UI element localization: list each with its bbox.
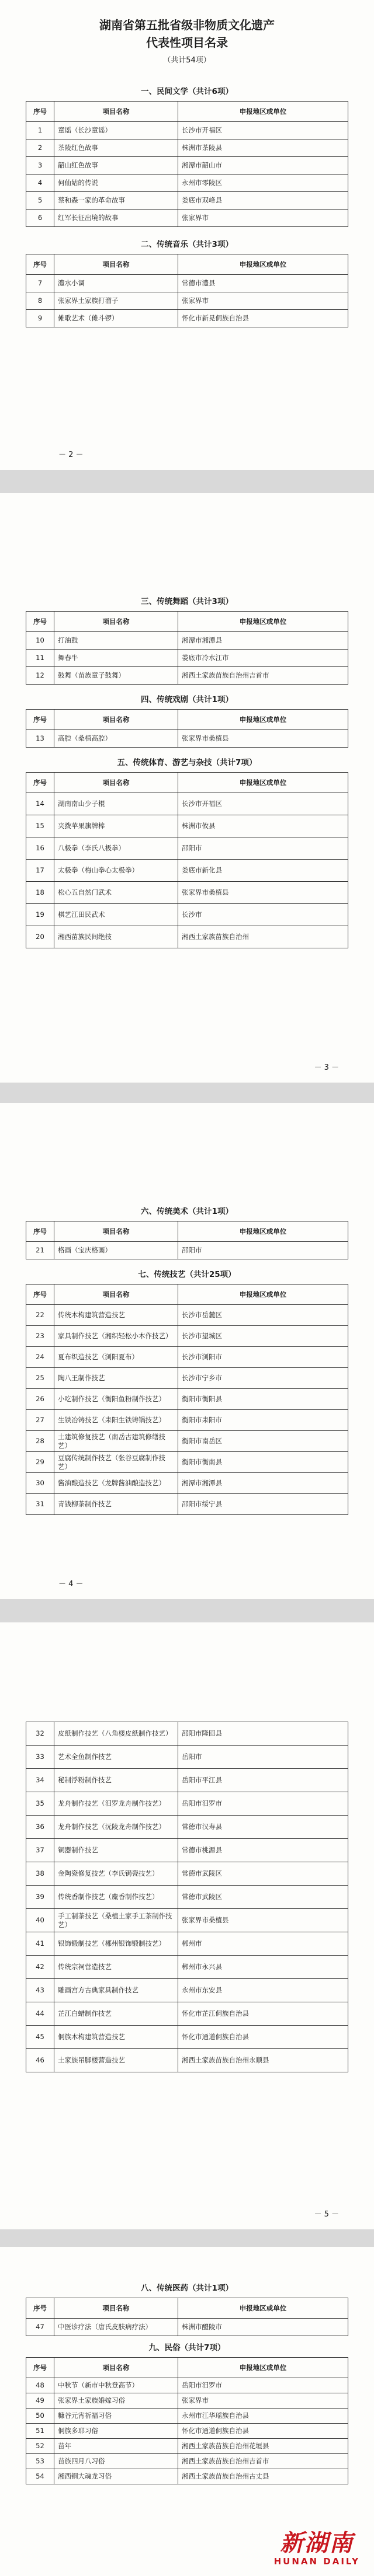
item-name: 高腔（桑植高腔） (54, 730, 178, 748)
table-header-row (26, 2358, 348, 2378)
item-name: 青钱柳茶制作技艺 (54, 1494, 178, 1515)
item-region: 怀化市芷江侗族自治县 (178, 2002, 348, 2026)
item-number: 5 (26, 192, 54, 210)
item-name: 家具制作技艺（湘织轻松小木作技艺） (54, 1326, 178, 1347)
item-region: 长沙市望城区 (178, 1326, 348, 1347)
table-row (26, 2026, 348, 2049)
item-number: 39 (26, 1886, 54, 1909)
item-number: 10 (26, 632, 54, 650)
table-row (26, 2424, 348, 2439)
item-name: 张家界土家族打溜子 (54, 292, 178, 310)
item-name: 童谣（长沙童谣） (54, 122, 178, 139)
item-name: 格画（宝庆格画） (54, 1242, 178, 1259)
table-row (26, 1431, 348, 1452)
table-row (26, 1839, 348, 1862)
header-region: 申报地区或单位 (178, 773, 348, 793)
header-region: 申报地区或单位 (178, 2298, 348, 2319)
item-number: 38 (26, 1862, 54, 1886)
item-number: 45 (26, 2026, 54, 2049)
item-number: 27 (26, 1410, 54, 1431)
item-name: 糠谷元宵祈福习俗 (54, 2409, 178, 2424)
document-title-line2: 代表性项目名录 (146, 36, 228, 50)
category-section (26, 1202, 348, 1259)
item-region: 张家界市桑植县 (178, 730, 348, 748)
item-name: 中秋节（新市中秋登高节） (54, 2378, 178, 2393)
item-name: 手工制茶技艺（桑植土家手工茶制作技艺） (54, 1909, 178, 1932)
item-region: 长沙市宁乡市 (178, 1368, 348, 1389)
item-number: 24 (26, 1347, 54, 1368)
table-row (26, 2378, 348, 2393)
item-region: 湘西土家族苗族自治州吉首市 (178, 667, 348, 685)
item-region: 娄底市双峰县 (178, 192, 348, 210)
item-number: 30 (26, 1473, 54, 1494)
item-name: 八极拳（李氏八极拳） (54, 837, 178, 860)
item-number: 3 (26, 157, 54, 174)
item-region: 株洲市醴陵市 (178, 2319, 348, 2336)
table-row (26, 1389, 348, 1410)
item-number: 43 (26, 1979, 54, 2002)
section-title: 四、传统戏剧（共计1项） (141, 695, 233, 704)
header-no: 序号 (26, 254, 54, 275)
category-section (26, 1265, 348, 1515)
page-number: － 2 － (58, 451, 84, 459)
header-name: 项目名称 (54, 773, 178, 793)
category-section (26, 82, 348, 227)
item-region: 永州市零陵区 (178, 174, 348, 192)
table-header-row (26, 1284, 348, 1305)
item-number: 29 (26, 1452, 54, 1473)
item-region: 长沙市 (178, 904, 348, 926)
table-row (26, 1722, 348, 1746)
item-name: 侗族木构建筑营造技艺 (54, 2026, 178, 2049)
category-section (26, 2279, 348, 2336)
table-row (26, 1368, 348, 1389)
document-page (0, 0, 374, 470)
item-region: 湘潭市湘潭县 (178, 1473, 348, 1494)
section-title: 一、民间文学（共计6项） (141, 87, 233, 96)
hunan-daily-logo (274, 2530, 360, 2567)
section-title: 八、传统医药（共计1项） (141, 2284, 233, 2293)
category-section (26, 690, 348, 748)
table-row (26, 1769, 348, 1792)
item-number: 53 (26, 2454, 54, 2469)
items-table (26, 254, 348, 327)
item-number: 17 (26, 860, 54, 882)
items-table (26, 1221, 348, 1259)
table-row (26, 210, 348, 227)
item-number: 52 (26, 2439, 54, 2454)
item-name: 龙舟制作技艺（汨罗龙舟制作技艺） (54, 1792, 178, 1816)
item-number: 20 (26, 926, 54, 948)
header-name: 项目名称 (54, 710, 178, 730)
table-row (26, 1816, 348, 1839)
header-no: 序号 (26, 102, 54, 122)
item-region: 湘西土家族苗族自治州吉首市 (178, 2454, 348, 2469)
header-name: 项目名称 (54, 2298, 178, 2319)
table-row (26, 139, 348, 157)
logo-subtext: HUNAN DAILY (273, 2556, 360, 2567)
item-region: 常德市武陵区 (178, 1886, 348, 1909)
header-no: 序号 (26, 1284, 54, 1305)
document-title: 湖南省第五批省级非物质文化遗产 (99, 18, 275, 32)
section-title: 九、民俗（共计7项） (148, 2343, 226, 2352)
item-name: 豆腐传统制作技艺（张谷豆腐制作技艺） (54, 1452, 178, 1473)
items-table (26, 1722, 348, 2072)
section-title: 五、传统体育、游艺与杂技（共计7项） (117, 758, 257, 767)
item-number: 6 (26, 210, 54, 227)
table-row (26, 1932, 348, 1956)
header-region: 申报地区或单位 (178, 102, 348, 122)
table-header-row (26, 254, 348, 275)
item-name: 传统木构建筑营造技艺 (54, 1305, 178, 1326)
header-no: 序号 (26, 710, 54, 730)
item-region: 岳阳市汨罗市 (178, 2378, 348, 2393)
table-row (26, 1792, 348, 1816)
item-name: 舞春牛 (54, 650, 178, 667)
item-number: 13 (26, 730, 54, 748)
header-region: 申报地区或单位 (178, 1284, 348, 1305)
item-name: 夏布织造技艺（浏阳夏布） (54, 1347, 178, 1368)
item-region: 永州市江华瑶族自治县 (178, 2409, 348, 2424)
table-row (26, 157, 348, 174)
category-section (26, 235, 348, 327)
item-name: 酱油酿造技艺（龙牌酱油酿造技艺） (54, 1473, 178, 1494)
logo-text: 新湖南 (280, 2529, 354, 2557)
item-region: 湘西土家族苗族自治州永顺县 (178, 2049, 348, 2072)
item-name: 湘西铜大魂龙习俗 (54, 2469, 178, 2484)
header-region: 申报地区或单位 (178, 612, 348, 632)
table-row (26, 1473, 348, 1494)
category-section (26, 1722, 348, 2072)
table-row (26, 174, 348, 192)
item-name: 夹拨苹果旗牌棒 (54, 815, 178, 837)
table-row (26, 310, 348, 327)
item-number: 22 (26, 1305, 54, 1326)
header-name: 项目名称 (54, 102, 178, 122)
item-region: 长沙市浏阳市 (178, 1347, 348, 1368)
item-region: 长沙市岳麓区 (178, 1305, 348, 1326)
item-name: 何仙姑的传说 (54, 174, 178, 192)
item-name: 棋艺江田民武术 (54, 904, 178, 926)
table-header-row (26, 773, 348, 793)
item-name: 铜器制作技艺 (54, 1839, 178, 1862)
table-row (26, 667, 348, 685)
header-name: 项目名称 (54, 1221, 178, 1242)
item-number: 1 (26, 122, 54, 139)
section-title: 七、传统技艺（共计25项） (138, 1270, 236, 1279)
item-name: 土家族吊脚楼营造技艺 (54, 2049, 178, 2072)
item-number: 25 (26, 1368, 54, 1389)
table-row (26, 1326, 348, 1347)
item-number: 31 (26, 1494, 54, 1515)
item-name: 湘西苗族民间绝技 (54, 926, 178, 948)
item-region: 常德市澧县 (178, 275, 348, 292)
table-row (26, 815, 348, 837)
header-region: 申报地区或单位 (178, 254, 348, 275)
item-name: 生铁冶铸技艺（耒阳生铁铸锅技艺） (54, 1410, 178, 1431)
table-row (26, 1909, 348, 1932)
table-row (26, 1746, 348, 1769)
item-number: 18 (26, 882, 54, 904)
item-region: 衡阳市衡南县 (178, 1452, 348, 1473)
table-row (26, 1242, 348, 1259)
item-region: 湘潭市湘潭县 (178, 632, 348, 650)
item-name: 土建筑修复技艺（南岳古建筑修缮技艺） (54, 1431, 178, 1452)
table-row (26, 837, 348, 860)
items-table (26, 2357, 348, 2484)
item-number: 49 (26, 2393, 54, 2409)
item-region: 邵阳市隆回县 (178, 1722, 348, 1746)
item-number: 16 (26, 837, 54, 860)
item-number: 15 (26, 815, 54, 837)
item-region: 衡阳市衡阳县 (178, 1389, 348, 1410)
table-row (26, 292, 348, 310)
item-name: 茶陵红色故事 (54, 139, 178, 157)
item-name: 湖南南山少子棍 (54, 793, 178, 815)
item-region: 湘西土家族苗族自治州 (178, 926, 348, 948)
document-page (0, 1103, 374, 1599)
item-region: 常德市武陵区 (178, 1862, 348, 1886)
item-name: 艺术全鱼制作技艺 (54, 1746, 178, 1769)
item-number: 2 (26, 139, 54, 157)
table-row (26, 275, 348, 292)
item-number: 33 (26, 1746, 54, 1769)
table-row (26, 926, 348, 948)
item-number: 26 (26, 1389, 54, 1410)
item-name: 韶山红色故事 (54, 157, 178, 174)
item-region: 岳阳市汨罗市 (178, 1792, 348, 1816)
item-number: 36 (26, 1816, 54, 1839)
table-row (26, 1886, 348, 1909)
item-number: 37 (26, 1839, 54, 1862)
item-name: 太极拳（梅山拳心太极拳） (54, 860, 178, 882)
table-row (26, 793, 348, 815)
item-region: 娄底市新化县 (178, 860, 348, 882)
item-number: 34 (26, 1769, 54, 1792)
item-region: 衡阳市南岳区 (178, 1431, 348, 1452)
header-name: 项目名称 (54, 1284, 178, 1305)
page-number: － 4 － (58, 1580, 84, 1589)
category-section (26, 592, 348, 685)
item-region: 株洲市攸县 (178, 815, 348, 837)
item-number: 21 (26, 1242, 54, 1259)
header-region: 申报地区或单位 (178, 710, 348, 730)
table-row (26, 2409, 348, 2424)
section-title: 二、传统音乐（共计3项） (141, 240, 233, 249)
section-title: 六、传统美术（共计1项） (141, 1207, 233, 1216)
table-row (26, 122, 348, 139)
item-region: 张家界市 (178, 2393, 348, 2409)
item-region: 湘西土家族苗族自治州花垣县 (178, 2439, 348, 2454)
table-row (26, 192, 348, 210)
document-page (0, 2247, 374, 2576)
item-name: 红军长征出境的故事 (54, 210, 178, 227)
items-table (26, 2298, 348, 2336)
item-name: 芷江白蜡制作技艺 (54, 2002, 178, 2026)
item-name: 苗年 (54, 2439, 178, 2454)
table-row (26, 860, 348, 882)
header-name: 项目名称 (54, 254, 178, 275)
item-region: 湘潭市韶山市 (178, 157, 348, 174)
item-name: 陶八王制作技艺 (54, 1368, 178, 1389)
table-header-row (26, 2298, 348, 2319)
category-section (26, 2338, 348, 2484)
item-number: 8 (26, 292, 54, 310)
item-number: 32 (26, 1722, 54, 1746)
item-number: 4 (26, 174, 54, 192)
items-table (26, 101, 348, 227)
table-row (26, 882, 348, 904)
item-number: 35 (26, 1792, 54, 1816)
table-row (26, 2454, 348, 2469)
table-header-row (26, 102, 348, 122)
item-name: 鼓舞（苗族童子鼓舞） (54, 667, 178, 685)
item-region: 衡阳市耒阳市 (178, 1410, 348, 1431)
table-header-row (26, 1221, 348, 1242)
header-no: 序号 (26, 773, 54, 793)
item-name: 苗族四月八习俗 (54, 2454, 178, 2469)
table-row (26, 632, 348, 650)
table-row (26, 1452, 348, 1473)
table-row (26, 2439, 348, 2454)
table-row (26, 1347, 348, 1368)
item-number: 19 (26, 904, 54, 926)
header-region: 申报地区或单位 (178, 1221, 348, 1242)
table-row (26, 904, 348, 926)
item-name: 傩歌艺术（傩斗锣） (54, 310, 178, 327)
header-no: 序号 (26, 2358, 54, 2378)
item-number: 9 (26, 310, 54, 327)
item-number: 50 (26, 2409, 54, 2424)
header-no: 序号 (26, 2298, 54, 2319)
item-name: 秘制浮粉制作技艺 (54, 1769, 178, 1792)
item-region: 怀化市新晃侗族自治县 (178, 310, 348, 327)
item-number: 14 (26, 793, 54, 815)
page-number: － 3 － (314, 1063, 339, 1072)
table-row (26, 2469, 348, 2484)
item-name: 小吃制作技艺（衡阳鱼粉制作技艺） (54, 1389, 178, 1410)
item-region: 张家界市桑植县 (178, 1909, 348, 1932)
table-row (26, 730, 348, 748)
item-region: 郴州市永兴县 (178, 1956, 348, 1979)
item-number: 54 (26, 2469, 54, 2484)
item-region: 常德市桃源县 (178, 1839, 348, 1862)
table-row (26, 2319, 348, 2336)
category-section (26, 753, 348, 948)
item-name: 松心五自然门武术 (54, 882, 178, 904)
item-name: 中医诊疗法（唐氏皮肤病疗法） (54, 2319, 178, 2336)
header-region: 申报地区或单位 (178, 2358, 348, 2378)
item-region: 张家界市桑植县 (178, 882, 348, 904)
item-number: 48 (26, 2378, 54, 2393)
item-number: 28 (26, 1431, 54, 1452)
table-header-row (26, 612, 348, 632)
header-name: 项目名称 (54, 612, 178, 632)
item-number: 46 (26, 2049, 54, 2072)
table-row (26, 1305, 348, 1326)
item-region: 邵阳市绥宁县 (178, 1494, 348, 1515)
item-name: 蔡和森一家的革命故事 (54, 192, 178, 210)
items-table (26, 611, 348, 685)
item-region: 张家界市 (178, 210, 348, 227)
item-name: 传统香制作技艺（麋香制作技艺） (54, 1886, 178, 1909)
item-number: 41 (26, 1932, 54, 1956)
item-region: 怀化市通道侗族自治县 (178, 2026, 348, 2049)
item-region: 永州市东安县 (178, 1979, 348, 2002)
document-page (0, 493, 374, 1083)
table-row (26, 2002, 348, 2026)
item-region: 岳阳市 (178, 1746, 348, 1769)
item-number: 23 (26, 1326, 54, 1347)
items-table (26, 1284, 348, 1515)
item-name: 传统宗祠营造技艺 (54, 1956, 178, 1979)
items-table (26, 709, 348, 748)
item-number: 51 (26, 2424, 54, 2439)
item-region: 常德市汉寿县 (178, 1816, 348, 1839)
item-name: 张家界土家族婚嫁习俗 (54, 2393, 178, 2409)
header-no: 序号 (26, 612, 54, 632)
item-name: 金陶瓷修复技艺（李氏锔瓷技艺） (54, 1862, 178, 1886)
item-number: 7 (26, 275, 54, 292)
item-name: 龙舟制作技艺（沅陵龙舟制作技艺） (54, 1816, 178, 1839)
table-row (26, 1956, 348, 1979)
item-region: 怀化市通道侗族自治县 (178, 2424, 348, 2439)
item-number: 11 (26, 650, 54, 667)
section-title: 三、传统舞蹈（共计3项） (141, 597, 233, 606)
item-region: 湘西土家族苗族自治州古丈县 (178, 2469, 348, 2484)
item-region: 长沙市开福区 (178, 793, 348, 815)
item-region: 邵阳市 (178, 837, 348, 860)
item-name: 打油鼓 (54, 632, 178, 650)
item-name: 银饰锻制技艺（郴州银饰锻制技艺） (54, 1932, 178, 1956)
item-name: 侗族多耶习俗 (54, 2424, 178, 2439)
item-region: 株洲市茶陵县 (178, 139, 348, 157)
item-name: 皮纸制作技艺（八角楼皮纸制作技艺） (54, 1722, 178, 1746)
item-region: 邵阳市 (178, 1242, 348, 1259)
header-name: 项目名称 (54, 2358, 178, 2378)
items-table (26, 772, 348, 948)
item-region: 张家界市 (178, 292, 348, 310)
header-no: 序号 (26, 1221, 54, 1242)
item-number: 42 (26, 1956, 54, 1979)
table-row (26, 1862, 348, 1886)
item-region: 岳阳市平江县 (178, 1769, 348, 1792)
item-region: 郴州市 (178, 1932, 348, 1956)
table-row (26, 1979, 348, 2002)
table-header-row (26, 710, 348, 730)
item-number: 12 (26, 667, 54, 685)
table-row (26, 1410, 348, 1431)
item-number: 40 (26, 1909, 54, 1932)
item-number: 47 (26, 2319, 54, 2336)
page-number: － 5 － (314, 2210, 339, 2219)
table-row (26, 2049, 348, 2072)
table-row (26, 650, 348, 667)
item-region: 娄底市冷水江市 (178, 650, 348, 667)
item-region: 长沙市开福区 (178, 122, 348, 139)
document-subtitle: （共计54项） (163, 56, 211, 65)
table-row (26, 2393, 348, 2409)
item-name: 雕画宫方古典家具制作技艺 (54, 1979, 178, 2002)
item-number: 44 (26, 2002, 54, 2026)
document-page (0, 1622, 374, 2229)
table-row (26, 1494, 348, 1515)
item-name: 澧水小调 (54, 275, 178, 292)
